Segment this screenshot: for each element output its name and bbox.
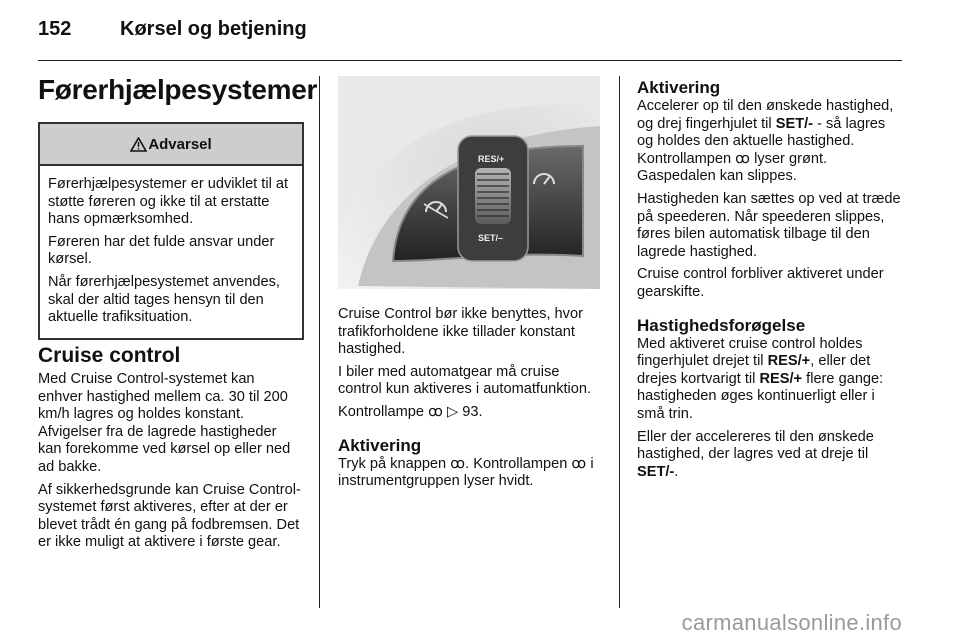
warning-paragraph: Når førerhjælpesystemet anvendes, skal der altid tages hensyn til den aktuelle trafiksituation.	[48, 273, 280, 326]
middle-column	[338, 306, 602, 496]
watermark: carmanualsonline.info	[681, 610, 902, 635]
cruise-control-button-icon: ꝏ	[450, 455, 466, 472]
right-paragraph-4: Med aktiveret cruise control holdes fingerhjulet drejet til RES/+, eller det drejes kortvarigt til RES/+ flere gange: hastigheden øges kontinuerligt eller i små trin.	[637, 335, 884, 422]
right-paragraph-3: Cruise control forbliver aktiveret under gearskifte.	[637, 266, 884, 300]
warning-triangle-icon	[130, 137, 147, 152]
cruise-control-lamp-icon: ꝏ	[428, 403, 443, 420]
steering-wheel-cruise-controls-icon	[338, 76, 600, 289]
warning-paragraph: Føreren har det fulde ansvar under kørsel.	[48, 233, 275, 268]
activation-heading-right: Aktivering	[637, 78, 721, 97]
middle-paragraph-3: Kontrollampe ꝏ ▷ 93.	[338, 403, 483, 420]
warning-box	[38, 122, 304, 340]
column-divider-1	[319, 76, 320, 608]
header-rule	[38, 60, 902, 61]
right-paragraph-2: Hastigheden kan sættes op ved at træde på speederen. Når speederen slippes, føres bilen automatisk tilbage til den lagrede hastighed.	[637, 190, 901, 260]
right-paragraph-5: Eller der accelereres til den ønskede hastighed, der lagres ved at dreje til SET/-.	[637, 428, 874, 480]
cruise-control-lamp-icon: ꝏ	[735, 150, 751, 167]
res-label: RES/+	[478, 154, 505, 164]
page-header	[38, 18, 307, 41]
speed-increase-heading: Hastighedsforøgelse	[637, 315, 806, 335]
page-number: 152	[38, 18, 72, 40]
section-title: Kørsel og betjening	[120, 18, 307, 40]
set-label: SET/–	[478, 233, 504, 243]
middle-paragraph-1: Cruise Control bør ikke benyttes, hvor trafikforholdene ikke tillader konstant hastighed.	[338, 306, 583, 358]
warning-body	[40, 166, 302, 338]
warning-header	[40, 124, 302, 166]
page-title: Førerhjælpesystemer	[38, 74, 318, 105]
cruise-paragraph-2: Af sikkerhedsgrunde kan Cruise Control-systemet først aktiveres, efter at der er blevet trådt én gang på fodbremsen. Det er ikke muligt at aktivere i første gear.	[38, 481, 301, 551]
cruise-paragraph-1: Med Cruise Control-systemet kan enhver hastighed mellem ca. 30 til 200 km/h lagres og holdes konstant. Afvigelser fra de lagrede hastigheder kan forekomme ved kørsel op eller ned ad bakke.	[38, 371, 291, 475]
activation-heading-middle: Aktivering	[338, 435, 422, 455]
warning-paragraph: Førerhjælpesystemer er udviklet til at støtte føreren og ikke til at erstatte hans opmærksomhed.	[48, 176, 289, 228]
middle-paragraph-2: I biler med automatgear må cruise control kun aktiveres i automatfunktion.	[338, 363, 592, 398]
warning-title: Advarsel	[148, 135, 212, 153]
cruise-heading: Cruise control	[38, 344, 181, 367]
right-column	[637, 78, 902, 486]
middle-paragraph-4: Tryk på knappen ꝏ. Kontrollampen ꝏ i instrumentgruppen lyser hvidt.	[338, 455, 594, 490]
cruise-control-lamp-icon: ꝏ	[571, 455, 587, 472]
page-ref-arrow-icon: ▷	[447, 403, 459, 420]
column-divider-2	[619, 76, 620, 608]
right-paragraph-1: Accelerer op til den ønskede hastighed, og drej fingerhjulet til SET/- - så lagres og holdes den aktuelle hastighed. Kontrollampen ꝏ lyser grønt. Gaspedalen kan slippes.	[637, 98, 894, 185]
steering-wheel-image	[338, 76, 600, 289]
left-column-lower	[38, 344, 302, 557]
